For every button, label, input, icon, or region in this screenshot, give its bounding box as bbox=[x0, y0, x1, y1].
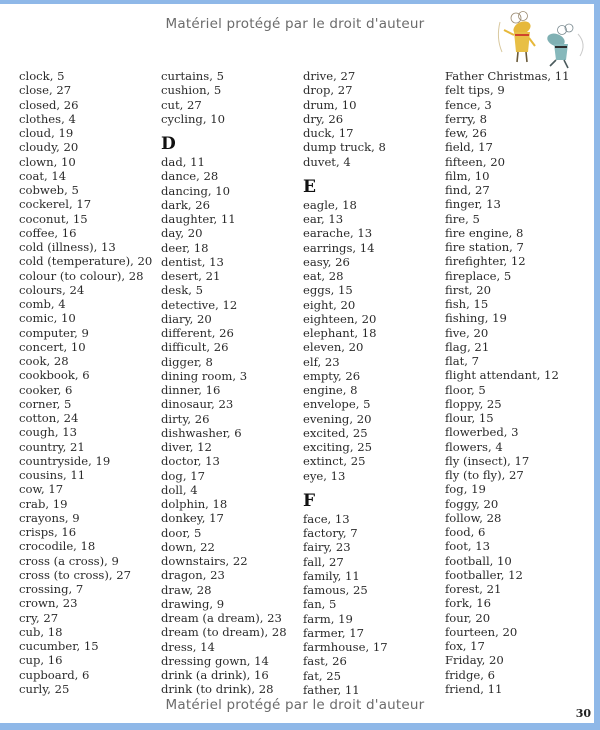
index-entry: fourteen, 20 bbox=[445, 624, 518, 639]
index-entry: draw, 28 bbox=[161, 582, 212, 597]
index-column-3 bbox=[303, 69, 388, 697]
index-entry: doctor, 13 bbox=[161, 454, 220, 469]
index-entry: factory, 7 bbox=[303, 526, 358, 540]
index-entry: curtains, 5 bbox=[161, 69, 224, 83]
index-entry: fan, 5 bbox=[303, 597, 337, 612]
index-entry: comb, 4 bbox=[19, 297, 66, 311]
index-entry: duvet, 4 bbox=[303, 154, 351, 169]
index-entry: crown, 23 bbox=[19, 596, 78, 611]
index-entry: cooker, 6 bbox=[19, 382, 73, 397]
index-entry: easy, 26 bbox=[303, 254, 350, 269]
index-entry: field, 17 bbox=[445, 140, 493, 155]
index-entry: dragon, 23 bbox=[161, 568, 225, 583]
index-entry: dress, 14 bbox=[161, 639, 215, 654]
index-entry: eight, 20 bbox=[303, 297, 356, 312]
index-entry: fat, 25 bbox=[303, 668, 341, 683]
index-entry: eye, 13 bbox=[303, 468, 346, 483]
index-entry: cookbook, 6 bbox=[19, 368, 90, 383]
index-entry: dream (to dream), 28 bbox=[161, 625, 287, 640]
index-entry: crab, 19 bbox=[19, 496, 68, 511]
index-entry: father, 11 bbox=[303, 682, 360, 697]
copyright-watermark-bottom: Matériel protégé par le droit d'auteur bbox=[165, 697, 425, 713]
index-entry: fireplace, 5 bbox=[445, 268, 512, 283]
index-entry: curly, 25 bbox=[19, 681, 70, 696]
index-entry: country, 21 bbox=[19, 439, 85, 454]
index-entry: dentist, 13 bbox=[161, 254, 224, 269]
index-entry: cloudy, 20 bbox=[19, 140, 79, 155]
index-entry: crossing, 7 bbox=[19, 582, 84, 596]
index-entry: extinct, 25 bbox=[303, 454, 366, 469]
index-entry: dishwasher, 6 bbox=[161, 425, 242, 440]
index-entry: clown, 10 bbox=[19, 154, 76, 169]
index-entry: day, 20 bbox=[161, 226, 203, 241]
index-entry: fork, 16 bbox=[445, 596, 491, 611]
index-entry: fly (insect), 17 bbox=[445, 453, 530, 468]
index-entry: farmer, 17 bbox=[303, 625, 364, 640]
index-entry: cold (illness), 13 bbox=[19, 240, 116, 254]
index-entry: Friday, 20 bbox=[445, 653, 504, 668]
index-entry: dry, 26 bbox=[303, 111, 344, 126]
index-entry: cut, 27 bbox=[161, 97, 202, 112]
index-entry: deer, 18 bbox=[161, 240, 209, 255]
index-column-2 bbox=[161, 69, 287, 697]
index-entry: fire engine, 8 bbox=[445, 225, 524, 240]
index-entry: cup, 16 bbox=[19, 653, 63, 668]
index-entry: difficult, 26 bbox=[161, 340, 229, 355]
index-entry: ferry, 8 bbox=[445, 111, 487, 126]
index-entry: door, 5 bbox=[161, 525, 202, 540]
index-entry: four, 20 bbox=[445, 610, 491, 625]
index-entry: earrings, 14 bbox=[303, 240, 375, 255]
index-entry: fifteen, 20 bbox=[445, 154, 505, 169]
section-letter-heading: E bbox=[303, 176, 316, 197]
index-entry: fog, 19 bbox=[445, 482, 486, 497]
index-entry: diary, 20 bbox=[161, 311, 212, 326]
index-entry: firefighter, 12 bbox=[445, 254, 526, 269]
index-entry: desk, 5 bbox=[161, 283, 204, 298]
index-entry: coffee, 16 bbox=[19, 225, 77, 240]
index-entry: colours, 24 bbox=[19, 282, 85, 297]
index-entry: close, 27 bbox=[19, 83, 72, 98]
index-entry: cry, 27 bbox=[19, 610, 59, 625]
index-entry: desert, 21 bbox=[161, 269, 221, 283]
index-entry: cub, 18 bbox=[19, 624, 63, 639]
index-entry: fall, 27 bbox=[303, 554, 344, 569]
index-entry: cow, 17 bbox=[19, 482, 64, 497]
index-entry: dirty, 26 bbox=[161, 411, 210, 426]
index-entry: dinosaur, 23 bbox=[161, 397, 234, 412]
index-entry: downstairs, 22 bbox=[161, 554, 248, 568]
index-entry: envelope, 5 bbox=[303, 397, 371, 412]
index-entry: drive, 27 bbox=[303, 69, 356, 83]
index-entry: clock, 5 bbox=[19, 69, 65, 83]
index-entry: dressing gown, 14 bbox=[161, 653, 269, 668]
index-entry: few, 26 bbox=[445, 126, 487, 140]
index-entry: cupboard, 6 bbox=[19, 667, 90, 682]
index-entry: dancing, 10 bbox=[161, 183, 231, 198]
index-entry: dance, 28 bbox=[161, 169, 219, 184]
index-entry: fox, 17 bbox=[445, 639, 485, 653]
index-entry: dad, 11 bbox=[161, 155, 205, 169]
index-entry: dark, 26 bbox=[161, 197, 211, 212]
index-entry: forest, 21 bbox=[445, 582, 502, 596]
index-entry: eagle, 18 bbox=[303, 197, 357, 212]
index-entry: drink (a drink), 16 bbox=[161, 668, 269, 682]
index-entry: cockerel, 17 bbox=[19, 197, 92, 212]
index-entry: eggs, 15 bbox=[303, 283, 353, 298]
index-entry: flour, 15 bbox=[445, 411, 494, 425]
index-entry: football, 10 bbox=[445, 553, 512, 568]
index-entry: coconut, 15 bbox=[19, 211, 88, 226]
index-entry: follow, 28 bbox=[445, 510, 502, 525]
index-entry: closed, 26 bbox=[19, 97, 79, 112]
copyright-watermark-top: Matériel protégé par le droit d'auteur bbox=[165, 16, 425, 32]
index-entry: cotton, 24 bbox=[19, 411, 79, 425]
index-entry: empty, 26 bbox=[303, 368, 361, 383]
index-entry: clothes, 4 bbox=[19, 111, 76, 126]
index-entry: floppy, 25 bbox=[445, 396, 502, 411]
index-entry: friend, 11 bbox=[445, 681, 503, 696]
index-entry: drum, 10 bbox=[303, 97, 357, 112]
index-entry: family, 11 bbox=[303, 568, 360, 583]
index-entry: fast, 26 bbox=[303, 654, 347, 669]
index-entry: fly (to fly), 27 bbox=[445, 468, 524, 482]
index-entry: daughter, 11 bbox=[161, 212, 236, 226]
index-entry: famous, 25 bbox=[303, 583, 368, 597]
index-entry: flight attendant, 12 bbox=[445, 368, 559, 383]
index-entry: elf, 23 bbox=[303, 354, 340, 369]
index-entry: engine, 8 bbox=[303, 383, 358, 397]
frame-border-top bbox=[0, 0, 600, 4]
index-entry: dinner, 16 bbox=[161, 383, 221, 397]
index-entry: dream (a dream), 23 bbox=[161, 611, 282, 625]
index-entry: exciting, 25 bbox=[303, 440, 372, 454]
index-entry: eighteen, 20 bbox=[303, 311, 377, 326]
two-mice-icon bbox=[492, 8, 592, 70]
index-entry: drop, 27 bbox=[303, 83, 353, 98]
index-entry: cough, 13 bbox=[19, 425, 77, 440]
index-entry: foot, 13 bbox=[445, 539, 491, 554]
index-entry: colour (to colour), 28 bbox=[19, 268, 144, 283]
index-entry: ear, 13 bbox=[303, 212, 344, 226]
index-entry: footballer, 12 bbox=[445, 567, 523, 582]
index-column-4 bbox=[445, 69, 570, 696]
index-entry: cross (a cross), 9 bbox=[19, 553, 119, 568]
index-column-1 bbox=[19, 69, 152, 696]
frame-border-bottom bbox=[0, 723, 600, 730]
section-letter-heading: F bbox=[303, 490, 316, 511]
index-entry: face, 13 bbox=[303, 511, 350, 526]
index-entry: cold (temperature), 20 bbox=[19, 254, 153, 269]
index-entry: countryside, 19 bbox=[19, 453, 111, 468]
index-entry: farmhouse, 17 bbox=[303, 640, 388, 654]
index-entry: fish, 15 bbox=[445, 297, 489, 311]
page-number: 30 bbox=[575, 707, 591, 720]
index-entry: cloud, 19 bbox=[19, 126, 74, 140]
index-entry: felt tips, 9 bbox=[445, 83, 505, 98]
index-entry: dog, 17 bbox=[161, 468, 205, 483]
index-entry: drawing, 9 bbox=[161, 596, 225, 611]
index-entry: crayons, 9 bbox=[19, 510, 80, 525]
index-entry: excited, 25 bbox=[303, 425, 368, 440]
index-entry: finger, 13 bbox=[445, 197, 501, 212]
index-entry: computer, 9 bbox=[19, 325, 89, 340]
index-entry: cousins, 11 bbox=[19, 468, 86, 482]
index-entry: cushion, 5 bbox=[161, 83, 222, 98]
index-entry: detective, 12 bbox=[161, 297, 238, 312]
index-entry: dump truck, 8 bbox=[303, 140, 386, 155]
index-entry: cycling, 10 bbox=[161, 111, 225, 126]
index-entry: floor, 5 bbox=[445, 382, 486, 397]
index-entry: evening, 20 bbox=[303, 411, 372, 426]
index-entry: flowers, 4 bbox=[445, 439, 503, 454]
index-entry: cross (to cross), 27 bbox=[19, 567, 132, 582]
index-entry: fence, 3 bbox=[445, 97, 492, 112]
index-entry: concert, 10 bbox=[19, 339, 86, 354]
index-entry: down, 22 bbox=[161, 539, 215, 554]
index-entry: doll, 4 bbox=[161, 482, 198, 497]
index-entry: crisps, 16 bbox=[19, 525, 77, 539]
index-entry: flat, 7 bbox=[445, 354, 480, 368]
index-entry: flag, 21 bbox=[445, 339, 490, 354]
index-entry: eat, 28 bbox=[303, 269, 344, 283]
index-entry: cook, 28 bbox=[19, 354, 69, 368]
index-entry: different, 26 bbox=[161, 326, 234, 340]
index-entry: corner, 5 bbox=[19, 396, 72, 411]
index-entry: flowerbed, 3 bbox=[445, 425, 519, 440]
index-entry: farm, 19 bbox=[303, 611, 353, 626]
index-entry: eleven, 20 bbox=[303, 340, 364, 355]
index-entry: food, 6 bbox=[445, 525, 486, 539]
index-entry: fire station, 7 bbox=[445, 240, 524, 254]
index-entry: elephant, 18 bbox=[303, 326, 377, 340]
index-entry: film, 10 bbox=[445, 168, 490, 183]
index-entry: comic, 10 bbox=[19, 311, 76, 326]
index-entry: find, 27 bbox=[445, 183, 490, 197]
index-entry: first, 20 bbox=[445, 282, 492, 297]
index-entry: fridge, 6 bbox=[445, 667, 495, 682]
index-entry: cobweb, 5 bbox=[19, 183, 79, 197]
section-letter-heading: D bbox=[161, 134, 176, 154]
index-entry: crocodile, 18 bbox=[19, 539, 96, 554]
index-entry: duck, 17 bbox=[303, 126, 354, 140]
index-entry: foggy, 20 bbox=[445, 496, 499, 511]
index-entry: coat, 14 bbox=[19, 168, 67, 183]
index-entry: diver, 12 bbox=[161, 440, 212, 454]
index-entry: cucumber, 15 bbox=[19, 639, 99, 653]
frame-border-right bbox=[594, 0, 600, 730]
index-entry: fire, 5 bbox=[445, 211, 480, 226]
index-entry: earache, 13 bbox=[303, 226, 373, 241]
index-entry: dining room, 3 bbox=[161, 368, 248, 383]
index-entry: donkey, 17 bbox=[161, 511, 224, 526]
index-entry: fishing, 19 bbox=[445, 311, 507, 326]
index-entry: drink (to drink), 28 bbox=[161, 682, 274, 697]
index-entry: Father Christmas, 11 bbox=[445, 69, 570, 83]
index-entry: digger, 8 bbox=[161, 354, 213, 369]
index-entry: fairy, 23 bbox=[303, 540, 351, 555]
index-entry: dolphin, 18 bbox=[161, 497, 228, 511]
index-entry: five, 20 bbox=[445, 325, 489, 340]
